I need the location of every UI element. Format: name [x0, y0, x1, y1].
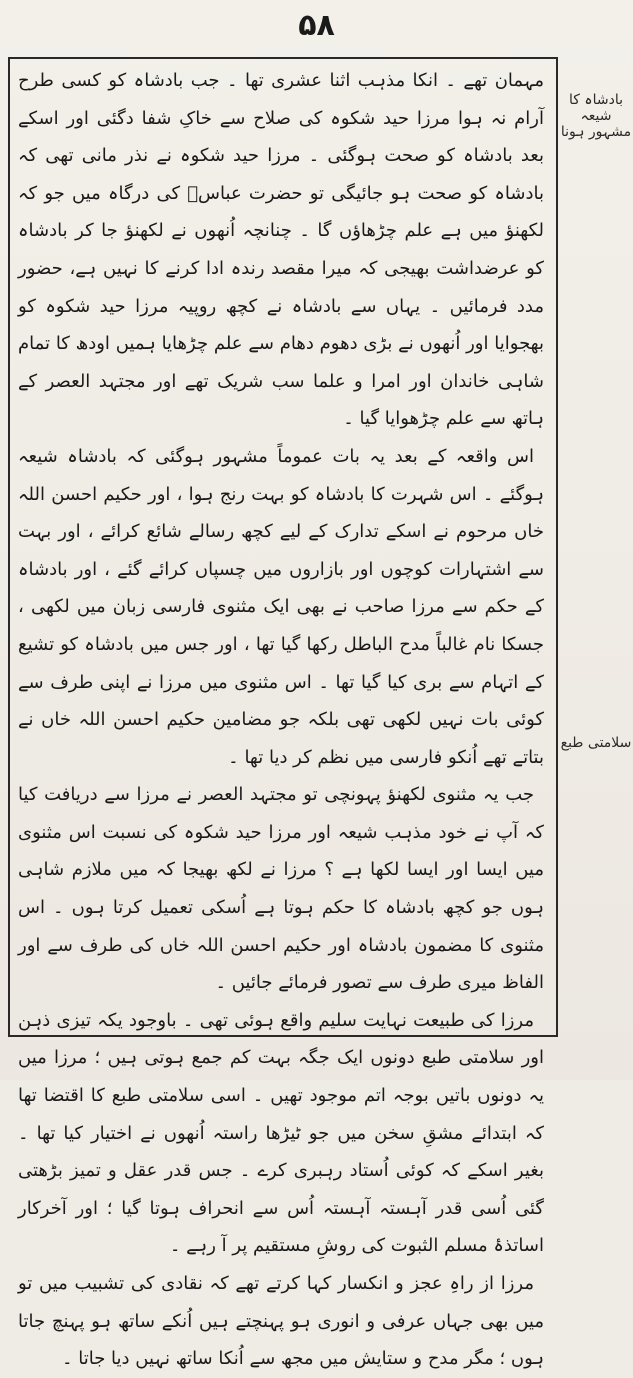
paragraph: جب یہ مثنوی لکھنؤ پہونچی تو مجتہد العصر نے مرزا سے دریافت کیا کہ آپ نے خود مذہب شیعہ اور مرزا حید شکوہ کی نسبت اس مثنوی میں ایسا اور ایسا لکھا ہے ؟ مرزا نے لکھ بھیجا کہ میں ملازم شاہی ہوں جو کچھ بادشاہ کا حکم ہوتا ہے اُسکی تعمیل کرتا ہوں ۔ اس مثنوی کا مضمون بادشاہ اور حکیم احسن اللہ خاں کی طرف سے اور الفاظ میری طرف سے تصور فرمائے جائیں ۔	[18, 784, 544, 994]
paragraph: مہمان تھے ۔ انکا مذہب اثنا عشری تھا ۔ جب بادشاہ کو کسی طرح آرام نہ ہوا مرزا حید شکوہ کی صلاح سے خاکِ شفا دگئی اور اسکے بعد بادشاہ کو صحت ہوگئی ۔ مرزا حید شکوہ نے نذر مانی تھی کہ بادشاہ کو صحت ہو جائیگی تو حضرت عباسؑ کی درگاہ میں جو کہ لکھنؤ میں ہے علم چڑھاؤں گا ۔ چنانچہ اُنھوں نے لکھنؤ جا کر بادشاہ کو عرضداشت بھیجی کہ میرا مقصد رندہ ادا کرنے کا نہیں ہے، حضور مدد فرمائیں ۔ یہاں سے بادشاہ نے کچھ روپیہ مرزا حید شکوہ کو بھجوایا اور اُنھوں نے بڑی دھوم دھام سے علم چڑھایا ہمیں اودھ کا تمام شاہی خاندان اور امرا و علما سب شریک تھے اور مجتہد العصر کے ہاتھ سے علم چڑھوایا گیا ۔	[18, 70, 544, 430]
paragraph: مرزا از راہِ عجز و انکسار کہا کرتے تھے کہ نقادی کی تشبیب میں تو میں بھی جہاں عرفی و انوری ہو پہنچتے ہیں اُنکے ساتھ ہو پہنچ جاتا ہوں ؛ مگر مدح و ستایش میں مجھ سے اُنکا ساتھ نہیں دیا جاتا ۔	[18, 1273, 544, 1370]
paragraph: اس واقعہ کے بعد یہ بات عموماً مشہور ہوگئی کہ بادشاہ شیعہ ہوگئے ۔ اس شہرت کا بادشاہ کو بہت رنج ہوا ، اور حکیم احسن اللہ خاں مرحوم نے اسکے تدارک کے لیے کچھ رسالے شائع کرائے ، اور بہت سے اشتہارات کوچوں اور بازاروں میں چسپاں کرائے گئے ، اور بادشاہ کے حکم سے مرزا صاحب نے بھی ایک مثنوی فارسی زبان میں لکھی ، جسکا نام غالباً مدح الباطل رکھا گیا تھا ، اور جس میں بادشاہ کو تشیع کے اتہام سے بری کیا گیا تھا ۔ اس مثنوی میں مرزا نے اپنی طرف سے کوئی بات نہیں لکھی تھی بلکہ جو مضامین حکیم احسن اللہ خاں نے بتاتے تھے اُنکو فارسی میں نظم کر دیا تھا ۔	[18, 445, 544, 768]
margin-note: بادشاہ کا شیعہ مشہور ہونا	[560, 92, 632, 140]
margin-note: سلامتی طبع	[560, 735, 632, 751]
body-text	[18, 62, 544, 1370]
paragraph: مرزا کی طبیعت نہایت سلیم واقع ہوئی تھی ۔ باوجود یکہ تیزی ذہن اور سلامتی طبع دونوں ایک جگہ بہت کم جمع ہوتی ہیں ؛ مرزا میں یہ دونوں باتیں بوجہ اتم موجود تھیں ۔ اسی سلامتی طبع کا اقتضا تھا کہ ابتدائے مشقِ سخن میں جو ٹیڑھا راستہ اُنھوں نے اختیار کیا تھا ۔ بغیر اسکے کہ کوئی اُستاد رہبری کرے ۔ جس قدر عقل و تمیز بڑھتی گئی اُسی قدر آہستہ آہستہ اُس سے انحراف ہوتا گیا ؛ اور آخرکار اساتذۂ مسلم الثبوت کی روشِ مستقیم پر آ رہے ۔	[18, 1009, 544, 1257]
page-number: ۵۸	[298, 8, 335, 43]
